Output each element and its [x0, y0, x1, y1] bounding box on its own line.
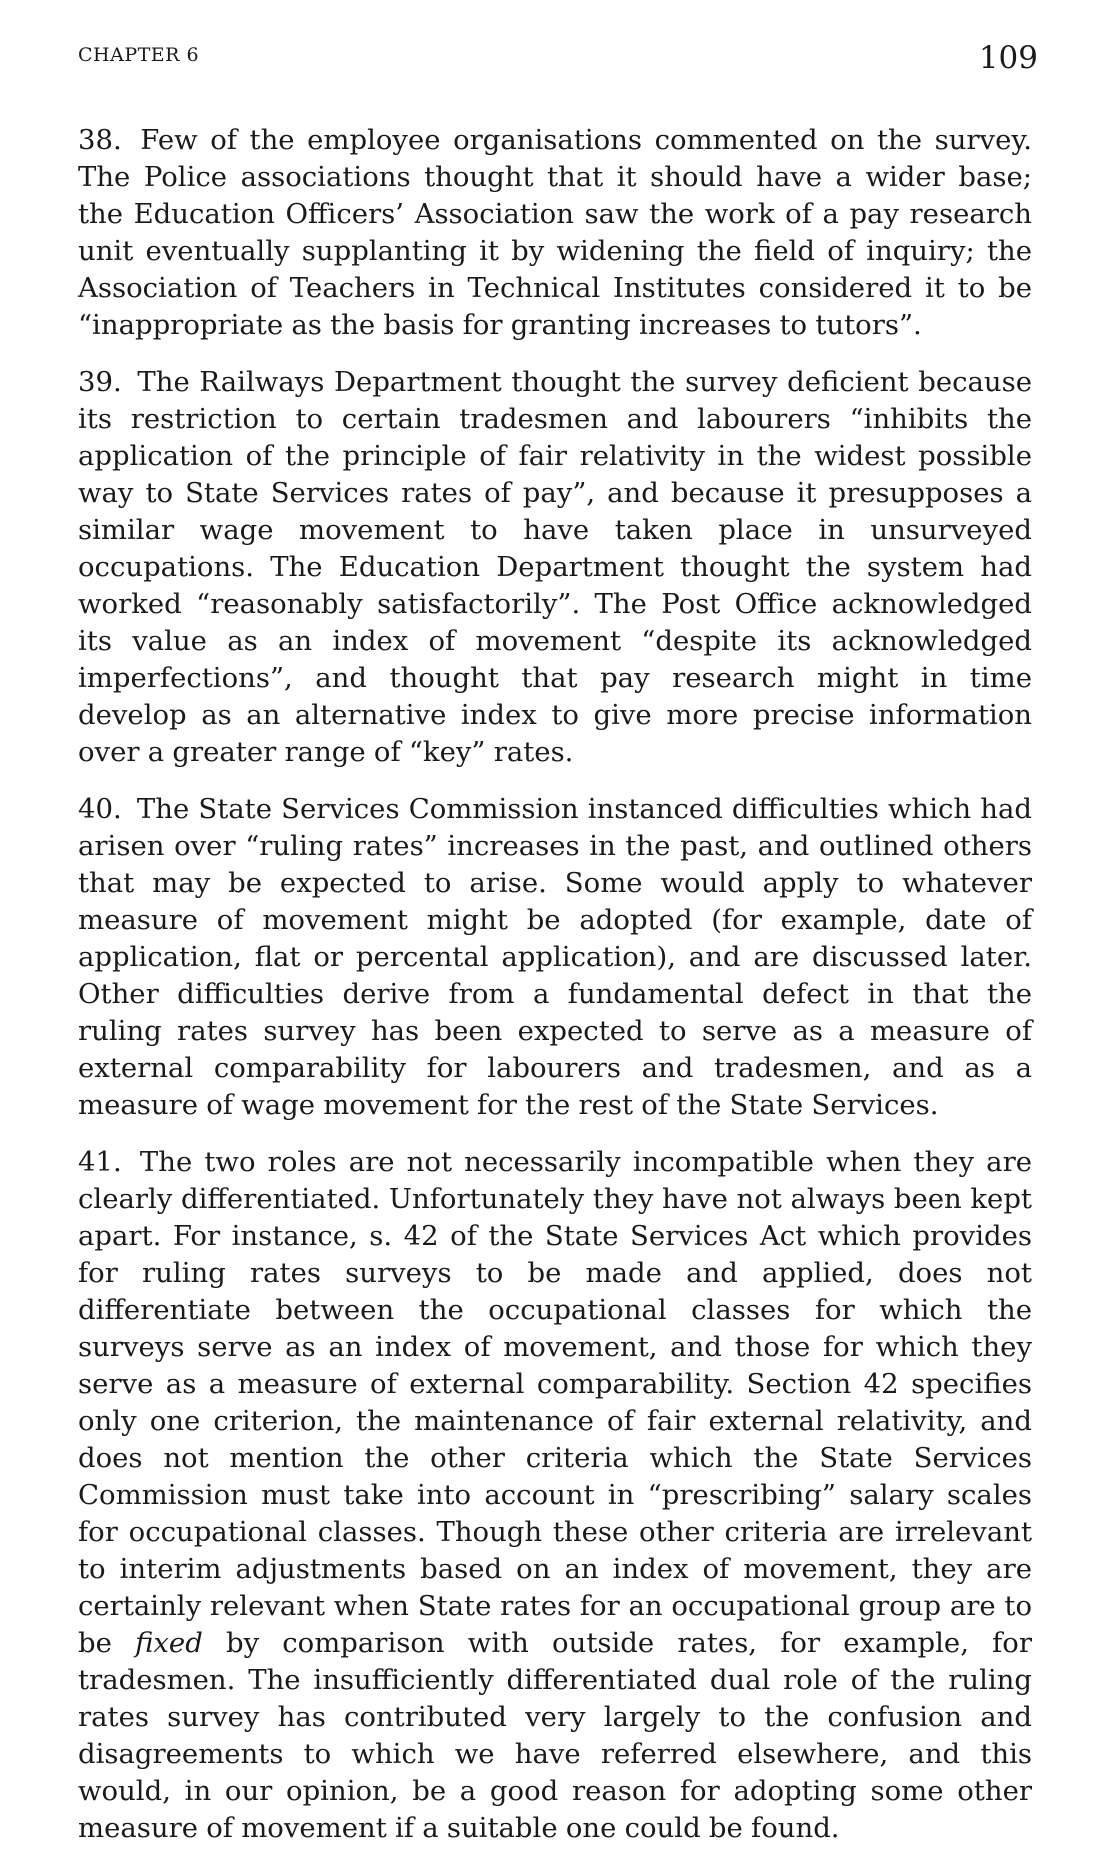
paragraph-41	[78, 1144, 1032, 1847]
body-text	[78, 122, 1032, 1867]
paragraph-40	[78, 791, 1032, 1124]
paragraph-number: 39.	[78, 366, 122, 398]
paragraph-number: 41.	[78, 1146, 122, 1178]
paragraph-text-before-emphasis: The two roles are not necessarily incompatible when they are clearly differentiated. Unfortunately they have not always been kept apart. For instance, s. 42 of the State Services Act which provides for ruling rates surveys to be made and applied, does not differentiate between the occupational classes for which the surveys serve as an index of movement, and those for which they serve as a measure of external comparability. Section 42 specifies only one criterion, the maintenance of fair external relativity, and does not mention the other criteria which the State Services Commission must take into account in “prescribing” salary scales for occupational classes. Though these other criteria are irrelevant to interim adjustments based on an index of movement, they are certainly relevant when State rates for an occupational group are to be	[78, 1146, 1032, 1659]
chapter-label: CHAPTER 6	[78, 44, 200, 66]
paragraph-number: 38.	[78, 124, 122, 156]
emphasized-word: fixed	[135, 1627, 203, 1659]
running-head	[78, 40, 1038, 90]
page-number: 109	[978, 40, 1038, 76]
paragraph-text: The Railways Department thought the survey deficient because its restriction to certain tradesmen and labourers “inhibits the application of the principle of fair relativity in the widest possible way to State Services rates of pay”, and because it presupposes a similar wage movement to have taken place in unsurveyed occupations. The Education Department thought the system had worked “reasonably satisfactorily”. The Post Office acknowledged its value as an index of movement “despite its acknowledged imperfections”, and thought that pay research might in time develop as an alternative index to give more precise information over a greater range of “key” rates.	[78, 366, 1033, 768]
paragraph-text: Few of the employee organisations commented on the survey. The Police associations thought that it should have a wider base; the Education Officers’ Association saw the work of a pay research unit eventually supplanting it by widening the field of inquiry; the Association of Teachers in Technical Institutes considered it to be “inappropriate as the basis for granting increases to tutors”.	[78, 124, 1032, 341]
paragraph-38	[78, 122, 1032, 344]
paragraph-text: The State Services Commission instanced difficulties which had arisen over “ruling rates” increases in the past, and outlined others that may be expected to arise. Some would apply to whatever measure of movement might be adopted (for example, date of application, flat or percental application), and are discussed later. Other difficulties derive from a fundamental defect in that the ruling rates survey has been expected to serve as a measure of external comparability for labourers and tradesmen, and as a measure of wage movement for the rest of the State Services.	[78, 793, 1032, 1121]
paragraph-39	[78, 364, 1032, 771]
paragraph-text-after-emphasis: by comparison with outside rates, for example, for tradesmen. The insufficiently differentiated dual role of the ruling rates survey has contributed very largely to the confusion and disagreements to which we have referred elsewhere, and this would, in our opinion, be a good reason for adopting some other measure of movement if a suitable one could be found.	[78, 1627, 1032, 1844]
paragraph-number: 40.	[78, 793, 122, 825]
